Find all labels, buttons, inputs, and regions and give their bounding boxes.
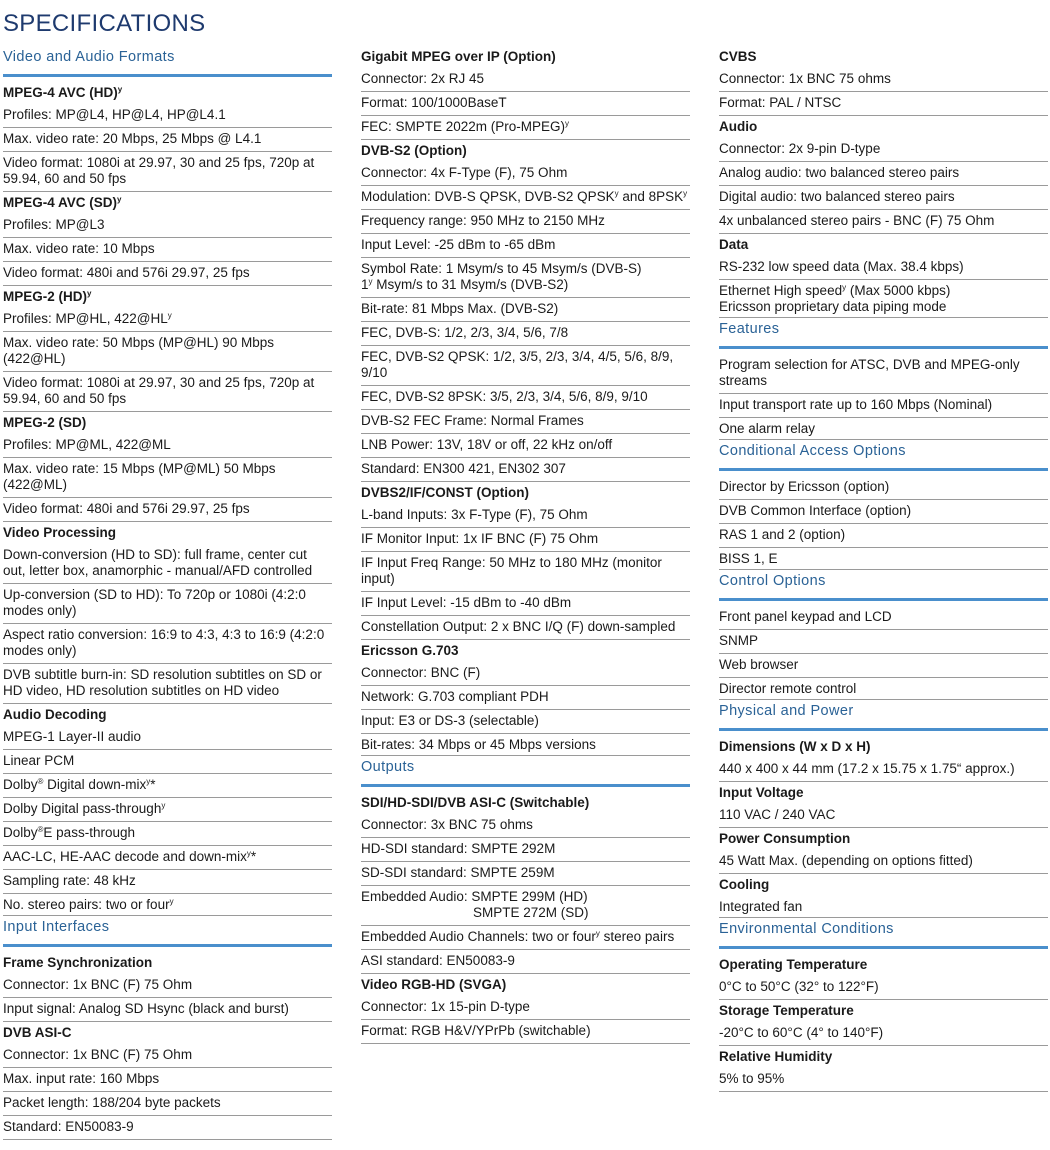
spec-item: LNB Power: 13V, 18V or off, 22 kHz on/off: [361, 434, 690, 458]
spec-item: Input: E3 or DS-3 (selectable): [361, 710, 690, 734]
spec-item: 45 Watt Max. (depending on options fitted): [719, 850, 1048, 874]
spec-item: One alarm relay: [719, 418, 1048, 440]
spec-item: Ethernet High speed$^y$ (Max 5000 kbps) Ericsson proprietary data piping mode: [719, 280, 1048, 318]
spec-item: RS-232 low speed data (Max. 38.4 kbps): [719, 256, 1048, 280]
spec-group-title: DVB ASI-C: [3, 1025, 72, 1040]
spec-group-title: Audio Decoding: [3, 707, 107, 722]
spec-item: Max. video rate: 15 Mbps (MP@ML) 50 Mbps (422@ML): [3, 458, 332, 498]
spec-group-title: SDI/HD-SDI/DVB ASI-C (Switchable): [361, 795, 590, 810]
spec-item: FEC, DVB-S: 1/2, 2/3, 3/4, 5/6, 7/8: [361, 322, 690, 346]
spec-item: Frequency range: 950 MHz to 2150 MHz: [361, 210, 690, 234]
spec-group-title: Audio: [719, 119, 758, 134]
spec-item: HD-SDI standard: SMPTE 292M: [361, 838, 690, 862]
spec-group-title: Data: [719, 237, 749, 252]
spec-item: Packet length: 188/204 byte packets: [3, 1092, 332, 1116]
spec-item: Format: PAL / NTSC: [719, 92, 1048, 116]
section-heading-control-options: Control Options: [719, 570, 1048, 601]
spec-item: Symbol Rate: 1 Msym/s to 45 Msym/s (DVB-S) 1$^y$ Msym/s to 31 Msym/s (DVB-S2): [361, 258, 690, 298]
spec-item: Connector: 1x 15-pin D-type: [361, 996, 690, 1020]
section-heading-physical-and-power: Physical and Power: [719, 700, 1048, 731]
spec-item: Director remote control: [719, 678, 1048, 700]
section-heading-features: Features: [719, 318, 1048, 349]
spec-group-title: MPEG-2 (SD): [3, 415, 87, 430]
spec-item: Video format: 1080i at 29.97, 30 and 25 fps, 720p at 59.94, 60 and 50 fps: [3, 372, 332, 412]
section-heading-video-and-audio-formats: Video and Audio Formats: [3, 46, 332, 77]
spec-item: Embedded Audio: SMPTE 299M (HD) SMPTE 272M (SD): [361, 886, 690, 926]
spec-item: Max. video rate: 10 Mbps: [3, 238, 332, 262]
section-heading-conditional-access-options: Conditional Access Options: [719, 440, 1048, 471]
spec-item: Modulation: DVB-S QPSK, DVB-S2 QPSK$^y$ and 8PSK$^y$: [361, 186, 690, 210]
spec-item: MPEG-1 Layer-II audio: [3, 726, 332, 750]
spec-item: SD-SDI standard: SMPTE 259M: [361, 862, 690, 886]
spec-item: DVB subtitle burn-in: SD resolution subtitles on SD or HD video, HD resolution subtitles on HD video: [3, 664, 332, 704]
spec-item: Dolby®E pass-through: [3, 822, 332, 846]
spec-item: 4x unbalanced stereo pairs - BNC (F) 75 Ohm: [719, 210, 1048, 234]
page-title: SPECIFICATIONS: [3, 10, 206, 37]
spec-item: Format: RGB H&V/YPrPb (switchable): [361, 1020, 690, 1044]
spec-item: 110 VAC / 240 VAC: [719, 804, 1048, 828]
spec-item: Video format: 480i and 576i 29.97, 25 fps: [3, 262, 332, 286]
spec-item: DVB Common Interface (option): [719, 500, 1048, 524]
spec-item: 5% to 95%: [719, 1068, 1048, 1092]
spec-item: Sampling rate: 48 kHz: [3, 870, 332, 894]
spec-item: DVB-S2 FEC Frame: Normal Frames: [361, 410, 690, 434]
spec-item: 440 x 400 x 44 mm (17.2 x 15.75 x 1.75“ approx.): [719, 758, 1048, 782]
spec-item: BISS 1, E: [719, 548, 1048, 570]
spec-item: Constellation Output: 2 x BNC I/Q (F) down-sampled: [361, 616, 690, 640]
spec-item: Max. input rate: 160 Mbps: [3, 1068, 332, 1092]
spec-item: Director by Ericsson (option): [719, 476, 1048, 500]
spec-group-title: MPEG-4 AVC (HD)$^y$: [3, 85, 123, 100]
spec-item: Connector: 2x 9-pin D-type: [719, 138, 1048, 162]
spec-group-title: Dimensions (W x D x H): [719, 739, 871, 754]
spec-item: Digital audio: two balanced stereo pairs: [719, 186, 1048, 210]
spec-item: Connector: 1x BNC (F) 75 Ohm: [3, 974, 332, 998]
spec-item: Aspect ratio conversion: 16:9 to 4:3, 4:3 to 16:9 (4:2:0 modes only): [3, 624, 332, 664]
section-heading-outputs: Outputs: [361, 756, 690, 787]
spec-item: Up-conversion (SD to HD): To 720p or 1080i (4:2:0 modes only): [3, 584, 332, 624]
spec-group-title: Power Consumption: [719, 831, 851, 846]
spec-item: Connector: 3x BNC 75 ohms: [361, 814, 690, 838]
spec-column-1: [3, 46, 332, 1140]
spec-item: Input transport rate up to 160 Mbps (Nominal): [719, 394, 1048, 418]
section-heading-environmental-conditions: Environmental Conditions: [719, 918, 1048, 949]
spec-group-title: Gigabit MPEG over IP (Option): [361, 49, 556, 64]
spec-column-2: [361, 46, 690, 1044]
spec-group-title: Cooling: [719, 877, 770, 892]
spec-item: No. stereo pairs: two or four$^y$: [3, 894, 332, 916]
spec-item: Connector: 2x RJ 45: [361, 68, 690, 92]
spec-item: Embedded Audio Channels: two or four$^y$ stereo pairs: [361, 926, 690, 950]
spec-item: Profiles: MP@HL, $422@HL^y$: [3, 308, 332, 332]
spec-item: 0°C to 50°C (32° to 122°F): [719, 976, 1048, 1000]
spec-item: Connector: 4x F-Type (F), 75 Ohm: [361, 162, 690, 186]
spec-group-title: Input Voltage: [719, 785, 804, 800]
spec-item: Max. video rate: 20 Mbps, 25 Mbps @ L4.1: [3, 128, 332, 152]
spec-item: Bit-rate: 81 Mbps Max. (DVB-S2): [361, 298, 690, 322]
spec-item: Video format: 480i and 576i 29.97, 25 fps: [3, 498, 332, 522]
spec-item: Input signal: Analog SD Hsync (black and burst): [3, 998, 332, 1022]
spec-item: Input Level: -25 dBm to -65 dBm: [361, 234, 690, 258]
spec-item: SNMP: [719, 630, 1048, 654]
spec-group-title: Relative Humidity: [719, 1049, 833, 1064]
spec-group-title: MPEG-2 (HD)$^y$: [3, 289, 92, 304]
spec-item: L-band Inputs: 3x F-Type (F), 75 Ohm: [361, 504, 690, 528]
spec-item: Down-conversion (HD to SD): full frame, center cut out, letter box, anamorphic - manual/AFD controlled: [3, 544, 332, 584]
spec-item: Linear PCM: [3, 750, 332, 774]
spec-item: Front panel keypad and LCD: [719, 606, 1048, 630]
spec-item: Analog audio: two balanced stereo pairs: [719, 162, 1048, 186]
spec-group-title: MPEG-4 AVC (SD)$^y$: [3, 195, 122, 210]
spec-group-title: Storage Temperature: [719, 1003, 854, 1018]
spec-group-title: DVB-S2 (Option): [361, 143, 467, 158]
spec-item: Standard: EN300 421, EN302 307: [361, 458, 690, 482]
spec-item: AAC-LC, HE-AAC decode and down-mix$^y$*: [3, 846, 332, 870]
section-heading-input-interfaces: Input Interfaces: [3, 916, 332, 947]
spec-item: Web browser: [719, 654, 1048, 678]
spec-group-title: DVBS2/IF/CONST (Option): [361, 485, 529, 500]
spec-column-3: [719, 46, 1048, 1092]
spec-item: Dolby Digital pass-through$^y$: [3, 798, 332, 822]
spec-item: Standard: EN50083-9: [3, 1116, 332, 1140]
spec-item: ASI standard: EN50083-9: [361, 950, 690, 974]
spec-item: Connector: BNC (F): [361, 662, 690, 686]
spec-item: Network: G.703 compliant PDH: [361, 686, 690, 710]
spec-group-title: Ericsson G.703: [361, 643, 459, 658]
spec-item: Format: 100/1000BaseT: [361, 92, 690, 116]
spec-item: FEC: SMPTE 2022m (Pro-MPEG)$^y$: [361, 116, 690, 140]
spec-item: Dolby® Digital down-mix$^y$*: [3, 774, 332, 798]
spec-group-title: Video Processing: [3, 525, 117, 540]
spec-item: Integrated fan: [719, 896, 1048, 918]
spec-group-title: Operating Temperature: [719, 957, 868, 972]
spec-item: FEC, DVB-S2 QPSK: 1/2, 3/5, 2/3, 3/4, 4/5, 5/6, 8/9, 9/10: [361, 346, 690, 386]
spec-item: Video format: 1080i at 29.97, 30 and 25 fps, 720p at 59.94, 60 and 50 fps: [3, 152, 332, 192]
spec-item: FEC, DVB-S2 8PSK: 3/5, 2/3, 3/4, 5/6, 8/9, 9/10: [361, 386, 690, 410]
spec-item: Profiles: MP@L4, HP@L4, HP@L4.1: [3, 104, 332, 128]
spec-item: IF Monitor Input: 1x IF BNC (F) 75 Ohm: [361, 528, 690, 552]
spec-item: Profiles: MP@L3: [3, 214, 332, 238]
spec-item: Connector: 1x BNC 75 ohms: [719, 68, 1048, 92]
spec-item: Max. video rate: 50 Mbps (MP@HL) 90 Mbps (422@HL): [3, 332, 332, 372]
spec-item: RAS 1 and 2 (option): [719, 524, 1048, 548]
spec-item: Bit-rates: 34 Mbps or 45 Mbps versions: [361, 734, 690, 756]
spec-group-title: CVBS: [719, 49, 757, 64]
spec-item: Program selection for ATSC, DVB and MPEG-only streams: [719, 354, 1048, 394]
spec-item: -20°C to 60°C (4° to 140°F): [719, 1022, 1048, 1046]
spec-item: IF Input Level: -15 dBm to -40 dBm: [361, 592, 690, 616]
spec-item: IF Input Freq Range: 50 MHz to 180 MHz (monitor input): [361, 552, 690, 592]
spec-item: Connector: 1x BNC (F) 75 Ohm: [3, 1044, 332, 1068]
spec-group-title: Frame Synchronization: [3, 955, 153, 970]
spec-group-title: Video RGB-HD (SVGA): [361, 977, 507, 992]
spec-item: Profiles: MP@ML, 422@ML: [3, 434, 332, 458]
